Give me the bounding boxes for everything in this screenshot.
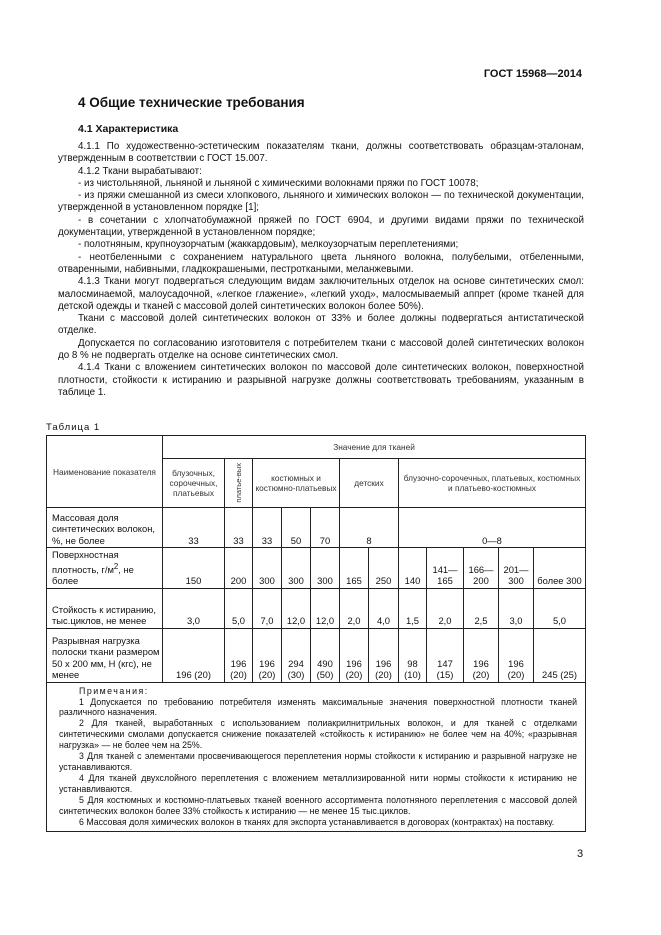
table-caption: Таблица 1 <box>46 422 101 433</box>
table-cell: 196 (20) <box>499 628 534 682</box>
table-cell: 141—165 <box>427 548 464 589</box>
list-item: - в сочетании с хлопчатобумажной пряжей по ГОСТ 6904, и другими видами пряжи по технической документации, утвержденной в установленном порядке; <box>58 214 584 239</box>
table-cell: 147 (15) <box>427 628 464 682</box>
table-cell: 200 <box>225 548 253 589</box>
table-cell: более 300 <box>534 548 586 589</box>
header-col-group: блузочно-сорочечных, платьевых, костюмных и платьево-костюмных <box>399 459 586 508</box>
header-values-group: Значение для тканей <box>163 436 586 459</box>
table-row <box>47 588 586 628</box>
table-cell: 4,0 <box>369 588 399 628</box>
row-label: Массовая доля синтетических волокон, %, не более <box>47 508 163 548</box>
table-cell: 70 <box>311 508 340 548</box>
subsection-title: 4.1 Характеристика <box>78 123 179 135</box>
table-cell: 300 <box>253 548 282 589</box>
paragraph: 4.1.4 Ткани с вложением синтетических волокон по массовой доле синтетических волокон, поверхностной плотности, стойкости к истиранию и разрывной нагрузке должны соответствовать требованиям, указанным в таблице 1. <box>58 362 584 398</box>
header-col-group <box>225 459 253 508</box>
header-indicator-name: Наименование показателя <box>47 436 163 508</box>
paragraph: 4.1.1 По художественно-эстетическим показателям ткани, должны соответствовать образцам-эталонам, утвержденным в соответствии с ГОСТ 15.007. <box>58 141 584 165</box>
table-cell: 300 <box>311 548 340 589</box>
list-item: - из чистольняной, льняной и льняной с химическими волокнами пряжи по ГОСТ 10078; <box>78 177 479 189</box>
notes-cell <box>47 682 586 832</box>
table-cell: 5,0 <box>534 588 586 628</box>
table-cell: 2,5 <box>464 588 499 628</box>
table-1 <box>46 435 586 832</box>
header-col-group: блузочных, сорочечных, платьевых <box>163 459 225 508</box>
table-cell: 250 <box>369 548 399 589</box>
note-item: 5 Для костюмных и костюмно-платьевых тканей военного ассортимента полотняного переплетения с массовой долей синтетических волокон более 33% стойкость к истиранию — не менее 15 тыс.циклов. <box>59 794 578 816</box>
table-row <box>47 508 586 548</box>
table-cell: 12,0 <box>282 588 311 628</box>
table-cell: 150 <box>163 548 225 589</box>
table-cell: 1,5 <box>399 588 427 628</box>
table-cell: 0—8 <box>399 508 586 548</box>
note-item: 6 Массовая доля химических волокон в тканях для экспорта устанавливается в договорах (контрактах) на поставку. <box>79 816 555 827</box>
table-cell: 201—300 <box>499 548 534 589</box>
table-cell: 7,0 <box>253 588 282 628</box>
table-cell: 3,0 <box>163 588 225 628</box>
notes-title: Примечания: <box>79 685 149 696</box>
table-cell: 196 (20) <box>163 628 225 682</box>
table-cell: 5,0 <box>225 588 253 628</box>
table-cell: 50 <box>282 508 311 548</box>
row-label <box>47 548 163 589</box>
paragraph: Ткани с массовой долей синтетических волокон от 33% и более должны подвергаться антистатической отделке. <box>58 313 584 337</box>
table-cell: 33 <box>253 508 282 548</box>
table-cell: 12,0 <box>311 588 340 628</box>
body-text <box>58 141 584 399</box>
standard-code: ГОСТ 15968—2014 <box>483 68 582 80</box>
section-title: 4 Общие технические требования <box>78 95 305 110</box>
table-cell: 2,0 <box>340 588 369 628</box>
table-cell: 8 <box>340 508 399 548</box>
table-cell: 140 <box>399 548 427 589</box>
table-cell: 3,0 <box>499 588 534 628</box>
row-label-text: Поверхностная плотность, г/м <box>52 549 119 575</box>
table-cell: 196 (20) <box>464 628 499 682</box>
notes-row <box>47 682 586 832</box>
table-cell: 245 (25) <box>534 628 586 682</box>
table-cell: 196 (20) <box>369 628 399 682</box>
table-cell: 294 (30) <box>282 628 311 682</box>
list-item: - из пряжи смешанной из смеси хлопкового, льняного и химических волокон — по технической документации, утвержденной в установленном порядке [1]; <box>58 190 584 214</box>
list-item: - полотняным, крупноузорчатым (жаккардовым), мелкоузорчатым переплетениями; <box>78 239 459 251</box>
paragraph: 4.1.3 Ткани могут подвергаться следующим видам заключительных отделок на основе синтетических смол: малосминаемой, малоусадочной, «легкое глажение», «легкий уход», малосмываемый аппрет (кроме тканей для детской одежды и тканей с массовой долей синтетических волокон более 50%). <box>58 276 584 312</box>
row-label: Стойкость к истиранию, тыс.циклов, не менее <box>47 588 163 628</box>
paragraph: 4.1.2 Ткани вырабатывают: <box>78 165 202 177</box>
table-cell: 33 <box>163 508 225 548</box>
table-row <box>47 548 586 589</box>
note-item: 3 Для тканей с элементами просвечивающегося переплетения нормы стойкости к истиранию и разрывной нагрузке не устанавливаются. <box>59 751 578 772</box>
table-cell: 33 <box>225 508 253 548</box>
table-cell: 165 <box>340 548 369 589</box>
table-cell: 490 (50) <box>311 628 340 682</box>
superscript: 2 <box>113 561 119 571</box>
header-col-group: детских <box>340 459 399 508</box>
page-number: 3 <box>577 848 584 860</box>
table-cell: 166—200 <box>464 548 499 589</box>
note-item: 2 Для тканей, выработанных с использованием полиакрилнитрильных волокон, и для тканей с отделками синтетическими смолами допускается снижение показателей «стойкость к истиранию» не более чем на 40%; «разрывная нагрузка» — не более чем на 25%. <box>59 718 578 751</box>
row-label-tail: , не более <box>52 563 134 587</box>
table-cell: 300 <box>282 548 311 589</box>
table-cell: 98 (10) <box>399 628 427 682</box>
table-cell: 196 (20) <box>253 628 282 682</box>
header-rotated-label: платье-вых <box>233 463 243 503</box>
table-cell: 196 (20) <box>225 628 253 682</box>
table-cell: 196 (20) <box>340 628 369 682</box>
note-item: 4 Для тканей двухслойного переплетения с вложением металлизированной нити нормы стойкости к истиранию не устанавливаются. <box>59 772 578 794</box>
header-col-group: костюмных и костюмно-платьевых <box>253 459 340 508</box>
paragraph: Допускается по согласованию изготовителя с потребителем ткани с массовой долей синтетических волокон до 8 % не подвергать отделке на основе синтетических смол. <box>58 337 584 362</box>
table-notes <box>59 686 577 828</box>
table-row <box>47 628 586 682</box>
table-cell: 2,0 <box>427 588 464 628</box>
note-item: 1 Допускается по требованию потребителя изменять максимальные значения поверхностной плотности тканей различного назначения. <box>59 696 578 718</box>
row-label: Разрывная нагрузка полоски ткани размером 50 х 200 мм, Н (кгс), не менее <box>47 628 163 682</box>
list-item: - неотбеленными с сохранением натурального цвета льняного волокна, полубелыми, отбеленными, отваренными, набивными, гладкокрашеными, пестроткаными, меланжевыми. <box>58 251 584 275</box>
